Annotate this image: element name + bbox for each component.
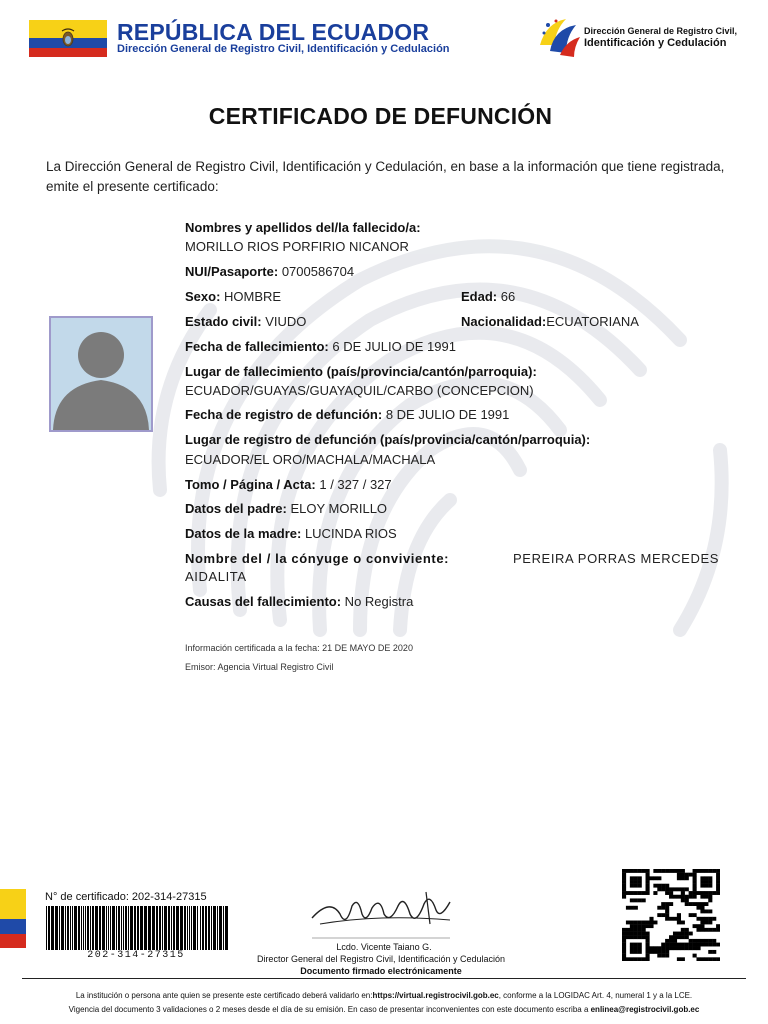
- signatory-name: Lcdo. Vicente Taiano G.: [336, 942, 432, 952]
- qr-code-icon: [622, 869, 720, 961]
- registro-civil-logo-icon: [536, 15, 582, 59]
- validation-url-link[interactable]: https://virtual.registrocivil.gob.ec: [372, 991, 499, 1000]
- registration-place-value: ECUADOR/EL ORO/MACHALA/MACHALA: [185, 452, 436, 467]
- mother-field: Datos de la madre: LUCINDA RIOS: [185, 526, 397, 541]
- age-field: Edad: 66: [461, 289, 516, 304]
- intro-paragraph: La Dirección General de Registro Civil, Identificación y Cedulación, en base a la información que tiene registrada, emite el presente certificado:: [46, 159, 725, 194]
- electronic-signature-note: Documento firmado electrónicamente: [300, 966, 462, 976]
- registro-civil-logo-line1: Dirección General de Registro Civil,: [584, 26, 738, 36]
- issuer: Emisor: Agencia Virtual Registro Civil: [185, 662, 334, 672]
- document-title: CERTIFICADO DE DEFUNCIÓN: [208, 103, 553, 129]
- nui-field: NUI/Pasaporte: 0700586704: [185, 264, 355, 279]
- father-field: Datos del padre: ELOY MORILLO: [185, 501, 388, 516]
- spouse-field: Nombre del / la cónyuge o conviviente: PEREIRA PORRAS MERCEDES: [185, 551, 719, 566]
- signatory-title: Director General del Registro Civil, Identificación y Cedulación: [256, 954, 506, 964]
- civil-status-field: Estado civil: VIUDO: [185, 314, 307, 329]
- deceased-photo-placeholder: [49, 316, 153, 432]
- republic-title: REPÚBLICA DEL ECUADOR: [117, 19, 430, 45]
- person-silhouette-icon: [51, 318, 151, 430]
- republic-subtitle: Dirección General de Registro Civil, Identificación y Cedulación: [117, 43, 450, 55]
- registration-date-field: Fecha de registro de defunción: 8 DE JULIO DE 1991: [185, 407, 510, 422]
- sex-field: Sexo: HOMBRE: [185, 289, 282, 304]
- footer-validity-line: Vigencia del documento 3 validaciones o 2 meses desde el día de su emisión. En caso de presentar inconvenientes con este documento escriba a enlinea@registrocivil.gob.ec: [68, 1005, 700, 1014]
- spouse-value-line2: AIDALITA: [185, 569, 247, 584]
- signature-icon: [300, 884, 460, 942]
- nationality-field: Nacionalidad:ECUATORIANA: [461, 314, 639, 329]
- footer-divider: [22, 978, 746, 979]
- cause-of-death-field: Causas del fallecimiento: No Registra: [185, 594, 414, 609]
- death-place-label: Lugar de fallecimiento (país/provincia/cantón/parroquia):: [185, 364, 537, 379]
- registration-place-label: Lugar de registro de defunción (país/provincia/cantón/parroquia):: [185, 432, 591, 447]
- volume-page-record-field: Tomo / Página / Acta: 1 / 327 / 327: [185, 477, 392, 492]
- death-place-value: ECUADOR/GUAYAS/GUAYAQUIL/CARBO (CONCEPCION): [185, 383, 534, 398]
- death-date-field: Fecha de fallecimiento: 6 DE JULIO DE 1991: [185, 339, 456, 354]
- deceased-name-value: MORILLO RIOS PORFIRIO NICANOR: [185, 239, 409, 254]
- certified-info-date: Información certificada a la fecha: 21 DE MAYO DE 2020: [185, 643, 413, 653]
- deceased-name-label: Nombres y apellidos del/la fallecido/a:: [185, 220, 421, 235]
- footer-validation-line: La institución o persona ante quien se presente este certificado deberá validarlo en:https://virtual.registrocivil.gob.ec, conforme a la LOGIDAC Art. 4, numeral 1 y a la LCE.: [75, 991, 693, 1000]
- barcode-number: 202-314-27315: [87, 950, 185, 961]
- flag-stripe-icon: [0, 889, 26, 948]
- certificate-number: N° de certificado: 202-314-27315: [45, 891, 207, 903]
- registro-civil-logo-line2: Identificación y Cedulación: [584, 37, 727, 49]
- support-email-link[interactable]: enlinea@registrocivil.gob.ec: [590, 1005, 700, 1014]
- ecuador-flag-icon: [29, 20, 107, 57]
